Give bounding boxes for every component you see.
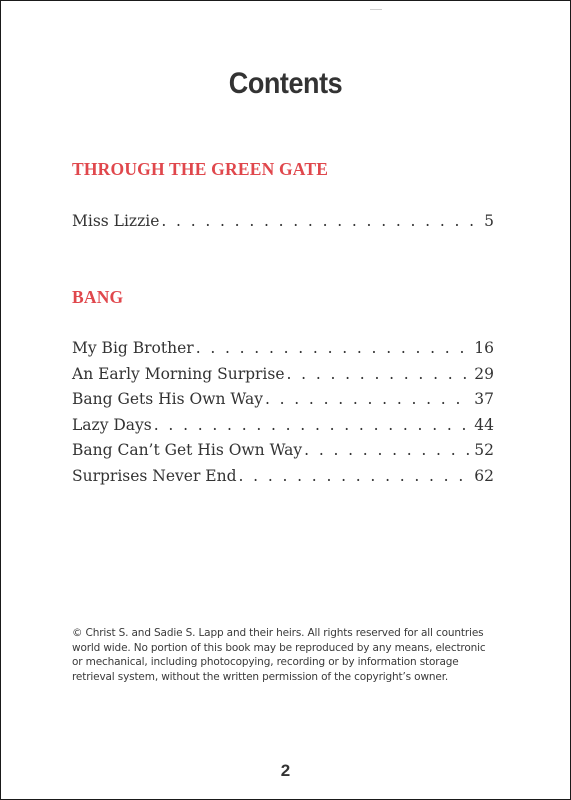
dot-leader xyxy=(161,209,481,235)
dot-leader xyxy=(265,387,471,413)
toc-entry-page: 37 xyxy=(474,390,494,408)
toc-entry-title: Surprises Never End xyxy=(72,466,237,485)
toc-entry[interactable] xyxy=(72,387,494,413)
toc-entry-page: 62 xyxy=(474,466,494,485)
toc-entry[interactable] xyxy=(72,438,494,464)
dot-leader xyxy=(154,413,472,439)
toc-entry-title: My Big Brother xyxy=(72,339,194,357)
page-number: 2 xyxy=(280,761,291,780)
toc-list-section-2 xyxy=(72,336,494,489)
toc-entry-title: Lazy Days xyxy=(72,415,152,434)
section-heading-through-the-green-gate: THROUGH THE GREEN GATE xyxy=(72,159,329,179)
toc-entry-title: Bang Gets His Own Way xyxy=(72,390,263,408)
scan-mark xyxy=(370,9,382,10)
toc-entry[interactable] xyxy=(72,413,494,439)
section-heading-bang: BANG xyxy=(72,287,124,307)
toc-entry-title: An Early Morning Surprise xyxy=(72,364,285,383)
toc-entry-title: Miss Lizzie xyxy=(72,212,160,230)
toc-entry-page: 16 xyxy=(474,339,494,357)
toc-entry-page: 29 xyxy=(474,364,494,383)
toc-entry[interactable] xyxy=(72,464,494,490)
dot-leader xyxy=(304,438,471,464)
dot-leader xyxy=(287,362,472,388)
toc-entry-page: 44 xyxy=(474,415,494,434)
toc-list-section-1 xyxy=(72,209,494,235)
toc-entry-page: 52 xyxy=(474,441,494,459)
dot-leader xyxy=(196,336,472,362)
toc-entry[interactable] xyxy=(72,336,494,362)
copyright-notice: © Christ S. and Sadie S. Lapp and their heirs. All rights reserved for all countries world wide. No portion of this book may be reproduced by any means, electronic or mechanical, including photocopying, recording or by information storage retrieval system, without the written permission of the copyright’s owner. xyxy=(72,627,486,683)
toc-entry[interactable] xyxy=(72,362,494,388)
dot-leader xyxy=(239,464,472,490)
page-title: Contents xyxy=(228,67,343,100)
toc-entry[interactable] xyxy=(72,209,494,235)
toc-entry-title: Bang Can’t Get His Own Way xyxy=(72,441,303,459)
toc-entry-page: 5 xyxy=(484,212,494,230)
